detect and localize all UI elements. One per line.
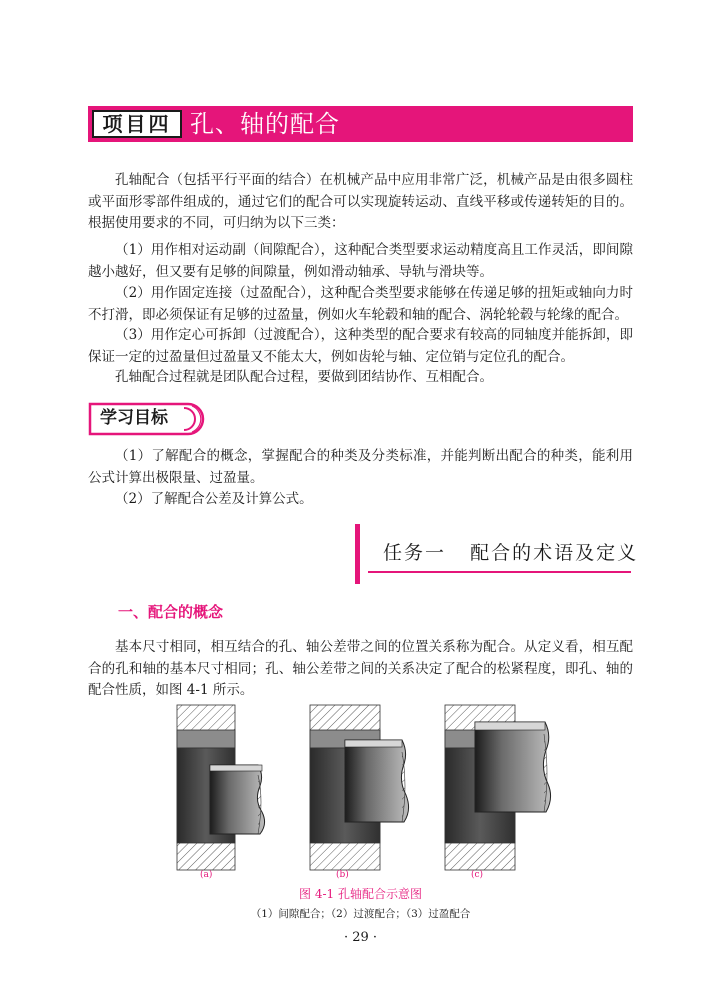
section-paragraph: 基本尺寸相同，相互结合的孔、轴公差带之间的位置关系称为配合。从定义看，相互配合的孔和轴的基本尺寸相同；孔、轴公差带之间的关系决定了配合的松紧程度，即孔、轴的配合性质，如图 4-1 所示。 (88, 639, 633, 698)
task-underline (368, 571, 631, 573)
project-title: 孔、轴的配合 (190, 110, 340, 138)
intro-paragraph: 孔轴配合（包括平行平面的结合）在机械产品中应用非常广泛，机械产品是由很多圆柱或平面形零部件组成的，通过它们的配合可以实现旋转运动、直线平移或传递转矩的目的。根据使用要求的不同，可归纳为以下三类： (88, 172, 633, 231)
intro-paragraph: 孔轴配合过程就是团队配合过程，要做到团结协作、互相配合。 (115, 369, 493, 385)
diagram-b (310, 705, 409, 870)
figure-label-a: (a) (200, 870, 213, 880)
figure-caption: 图 4-1 孔轴配合示意图 (299, 887, 422, 901)
goals-heading: 学习目标 (100, 408, 168, 428)
diagram-a (177, 705, 265, 870)
section-heading: 一、配合的概念 (118, 603, 224, 621)
fit-diagram (170, 700, 560, 875)
diagram-c (445, 705, 551, 870)
intro-paragraph: （1）用作相对运动副（间隙配合），这种配合类型要求运动精度高且工作灵活，即间隙越小越好，但又要有足够的间隙量，例如滑动轴承、导轨与滑块等。 (88, 242, 633, 280)
goal-item: （1）了解配合的概念，掌握配合的种类及分类标准，并能判断出配合的种类，能利用公式计算出极限量、过盈量。 (88, 448, 633, 486)
figure-subcaption: （1）间隙配合；（2）过渡配合；（3）过盈配合 (250, 908, 471, 920)
intro-paragraph: （2）用作固定连接（过盈配合），这种配合类型要求能够在传递足够的扭矩或轴向力时不打滑，即必须保证有足够的过盈量，例如火车轮毂和轴的配合、涡轮轮毂与轮缘的配合。 (88, 285, 633, 323)
page-number: · 29 · (343, 930, 378, 945)
goal-item: （2）了解配合公差及计算公式。 (115, 491, 313, 507)
task-title: 任务一 配合的术语及定义 (383, 542, 639, 564)
project-label: 项目四 (92, 110, 182, 138)
task-accent-bar (355, 524, 360, 584)
figure-label-b: (b) (336, 870, 349, 880)
intro-paragraph: （3）用作定心可拆卸（过渡配合），这种类型的配合要求有较高的同轴度并能拆卸，即保证一定的过盈量但过盈量又不能太大，例如齿轮与轴、定位销与定位孔的配合。 (88, 327, 633, 365)
figure-label-c: (c) (471, 870, 484, 880)
